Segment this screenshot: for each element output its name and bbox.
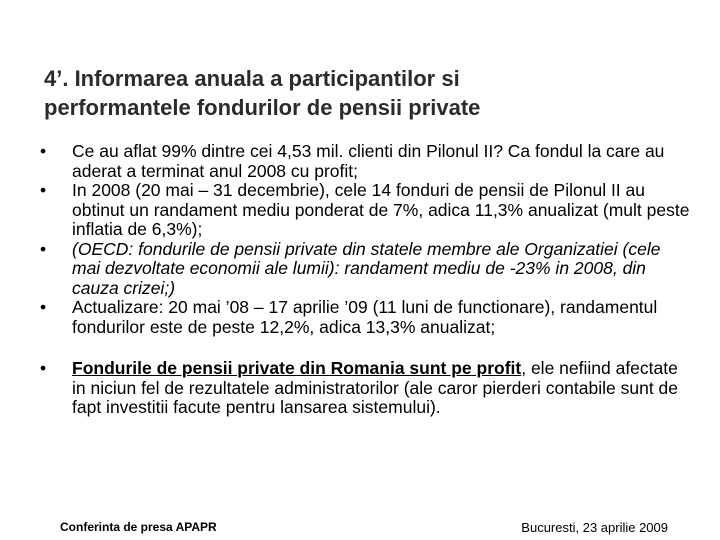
slide-title-line-2: performantele fondurilor de pensii private — [44, 95, 481, 120]
bullet-text: Actualizare: 20 mai ’08 – 17 aprilie ’09 (11 luni de functionare), randamentul fondurilor este de peste 12,2%, adica 13,3% anualizat; — [72, 297, 658, 337]
bullet-item — [40, 240, 690, 299]
slide-title — [44, 64, 684, 122]
bullet-icon: • — [40, 238, 47, 259]
bullet-item-conclusion — [40, 359, 690, 418]
conclusion-emphasis: Fondurile de pensii private din Romania sunt pe profit — [72, 358, 522, 378]
bullet-spacer — [40, 337, 690, 359]
bullet-icon: • — [40, 297, 47, 317]
bullet-item — [40, 142, 690, 181]
bullet-icon: • — [40, 358, 47, 378]
bullet-text — [72, 358, 678, 417]
bullet-icon: • — [40, 180, 47, 200]
bullet-item — [40, 181, 690, 240]
footer-right: Bucuresti, 23 aprilie 2009 — [521, 520, 668, 535]
bullet-text: In 2008 (20 mai – 31 decembrie), cele 14 fonduri de pensii de Pilonul II au obtinut un randament mediu ponderat de 7%, adica 11,3% anualizat (mult peste inflatia de 6,3%); — [72, 180, 690, 239]
bullet-list — [40, 142, 690, 418]
bullet-item — [40, 298, 690, 337]
bullet-icon: • — [40, 141, 47, 161]
bullet-text: (OECD: fondurile de pensii private din statele membre ale Organizatiei (cele mai dezvoltate economii ale lumii): randament mediu de -23% in 2008, din cauza crizei;) — [72, 238, 661, 298]
footer-left: Conferinta de presa APAPR — [60, 520, 217, 534]
bullet-text: Ce au aflat 99% dintre cei 4,53 mil. clienti din Pilonul II? Ca fondul la care au aderat a terminat anul 2008 cu profit; — [72, 141, 665, 181]
conclusion-rest: , ele nefiind afectate in niciun fel de rezultatele administratorilor (ale caror pierderi contabile sunt de fapt investitii facute pentru lansarea sistemului). — [72, 358, 679, 417]
slide-title-line-1: 4’. Informarea anuala a participantilor si — [44, 66, 460, 91]
